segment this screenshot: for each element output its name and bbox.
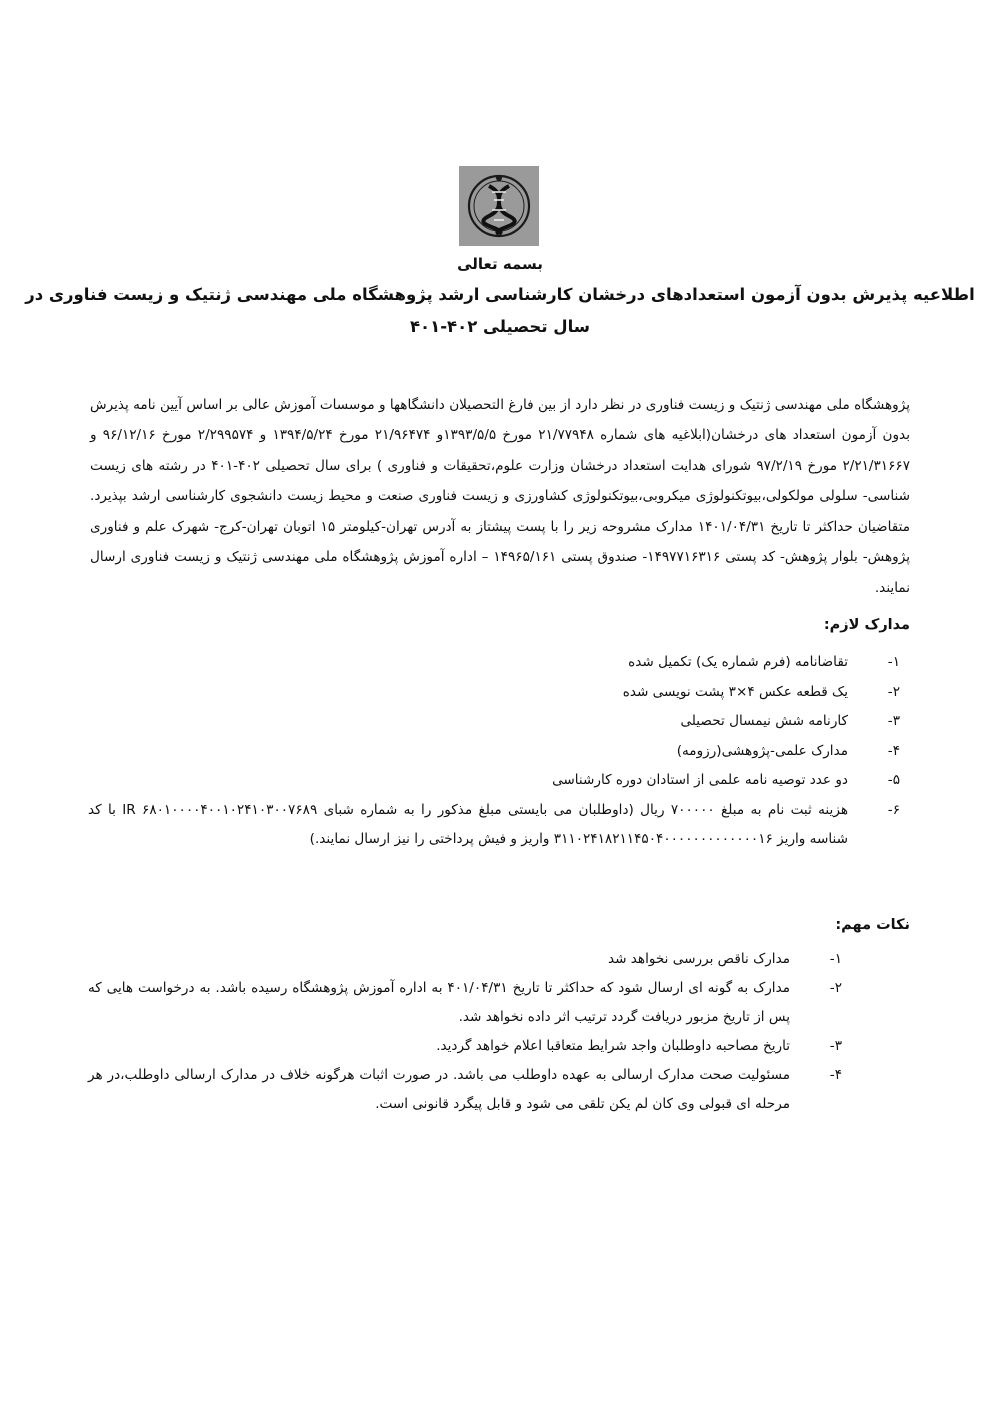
dna-helix-emblem-icon [459, 166, 539, 246]
list-number: ۲- [829, 980, 842, 996]
list-item [88, 648, 900, 678]
academic-year-title: سال تحصیلی ۴۰۲-۴۰۱ [409, 317, 591, 336]
list-number: ۳- [887, 713, 900, 729]
list-item [88, 796, 900, 855]
important-notes-heading: نکات مهم: [835, 917, 910, 933]
list-item-text: یک قطعه عکس ۴×۳ پشت نویسی شده [622, 683, 848, 700]
list-number: ۴- [829, 1067, 842, 1083]
list-item-text: مسئولیت صحت مدارک ارسالی به عهده داوطلب می باشد. در صورت اثبات هرگونه خلاف در مدارک ارسالی داوطلب،در هر مرحله ای قبولی وی کان لم یکن تلقی می شود و قابل پیگرد قانونی است. [88, 1067, 790, 1112]
list-item-text: مدارک علمی-پژوهشی(رزومه) [676, 742, 848, 759]
list-item-text: مدارک ناقص بررسی نخواهد شد [607, 951, 790, 967]
announcement-title: اطلاعیه پذیرش بدون آزمون استعدادهای درخشان کارشناسی ارشد پژوهشگاه ملی مهندسی ژنتیک و زیست فناوری در [25, 285, 975, 304]
list-item [88, 945, 842, 974]
list-item [88, 737, 900, 767]
list-number: ۱- [887, 654, 900, 670]
list-item-text: مدارک به گونه ای ارسال شود که حداکثر تا تاریخ ۴۰۱/۰۴/۳۱ به اداره آموزش پژوهشگاه رسیده باشد. به درخواست هایی که پس از تاریخ مزبور دریافت گردد ترتیب اثر داده نخواهد شد. [88, 980, 790, 1025]
list-item [88, 678, 900, 708]
list-item-text: هزینه ثبت نام به مبلغ ۷۰۰۰۰۰ ریال (داوطلبان می بایستی مبلغ مذکور را به شماره شبای IR ۶۸۰۱۰۰۰۰۴۰۰۱۰۲۴۱۰۳۰۰۷۶۸۹ با کد شناسه واریز ۳۱۱۰۲۴۱۸۲۱۱۴۵۰۴۰۰۰۰۰۰۰۰۰۰۰۰۰۱۶ واریز و فیش پرداختی را نیز ارسال نمایند.) [88, 801, 848, 847]
list-item [88, 1032, 842, 1061]
list-item [88, 1061, 842, 1119]
required-documents-heading: مدارک لازم: [823, 617, 910, 633]
list-item-text: تاریخ مصاحبه داوطلبان واجد شرایط متعاقبا اعلام خواهد گردید. [436, 1038, 790, 1054]
list-number: ۶- [887, 801, 900, 818]
list-item-text: دو عدد توصیه نامه علمی از استادان دوره کارشناسی [552, 772, 848, 788]
required-documents-list [88, 648, 900, 855]
list-item [88, 766, 900, 796]
list-item-text: تقاضانامه (فرم شماره یک) تکمیل شده [628, 654, 848, 670]
institute-logo [459, 166, 539, 246]
list-number: ۱- [829, 951, 842, 967]
list-item [88, 707, 900, 737]
list-number: ۴- [887, 742, 900, 759]
important-notes-list [88, 945, 842, 1119]
intro-paragraph: پژوهشگاه ملی مهندسی ژنتیک و زیست فناوری در نظر دارد از بین فارغ التحصیلان دانشگاهها و موسسات آموزش عالی بر اساس آیین نامه پذیرش بدون آزمون استعداد های درخشان(ابلاغیه های شماره ۲۱/۷۷۹۴۸ مورخ ۱۳۹۳/۵/۵و ۲۱/۹۶۴۷۴ مورخ ۱۳۹۴/۵/۲۴ و ۲/۲۹۹۵۷۴ مورخ ۹۶/۱۲/۱۶ و ۲/۲۱/۳۱۶۶۷ مورخ ۹۷/۲/۱۹ شورای هدایت استعداد درخشان وزارت علوم،تحقیقات و فناوری ) برای سال تحصیلی ۴۰۲-۴۰۱ در رشته های زیست شناسی- سلولی مولکولی،بیوتکنولوژی میکروبی،بیوتکنولوژی کشاورزی و زیست فناوری صنعت و محیط زیست دانشجوی کارشناسی ارشد بپذیرد. متقاضیان حداکثر تا تاریخ ۱۴۰۱/۰۴/۳۱ مدارک مشروحه زیر را با پست پیشتاز به آدرس تهران-کیلومتر ۱۵ اتوبان تهران-کرج- شهرک علم و فناوری پژوهش- بلوار پژوهش- کد پستی ۱۴۹۷۷۱۶۳۱۶- صندوق پستی ۱۴۹۶۵/۱۶۱ – اداره آموزش پژوهشگاه ملی مهندسی ژنتیک و زیست فناوری ارسال نمایند. [90, 396, 911, 596]
list-number: ۵- [887, 772, 900, 788]
list-item-text: کارنامه شش نیمسال تحصیلی [680, 713, 848, 729]
list-number: ۲- [887, 683, 900, 700]
list-number: ۳- [829, 1038, 842, 1054]
basmala: بسمه تعالی [457, 255, 543, 273]
list-item [88, 974, 842, 1032]
